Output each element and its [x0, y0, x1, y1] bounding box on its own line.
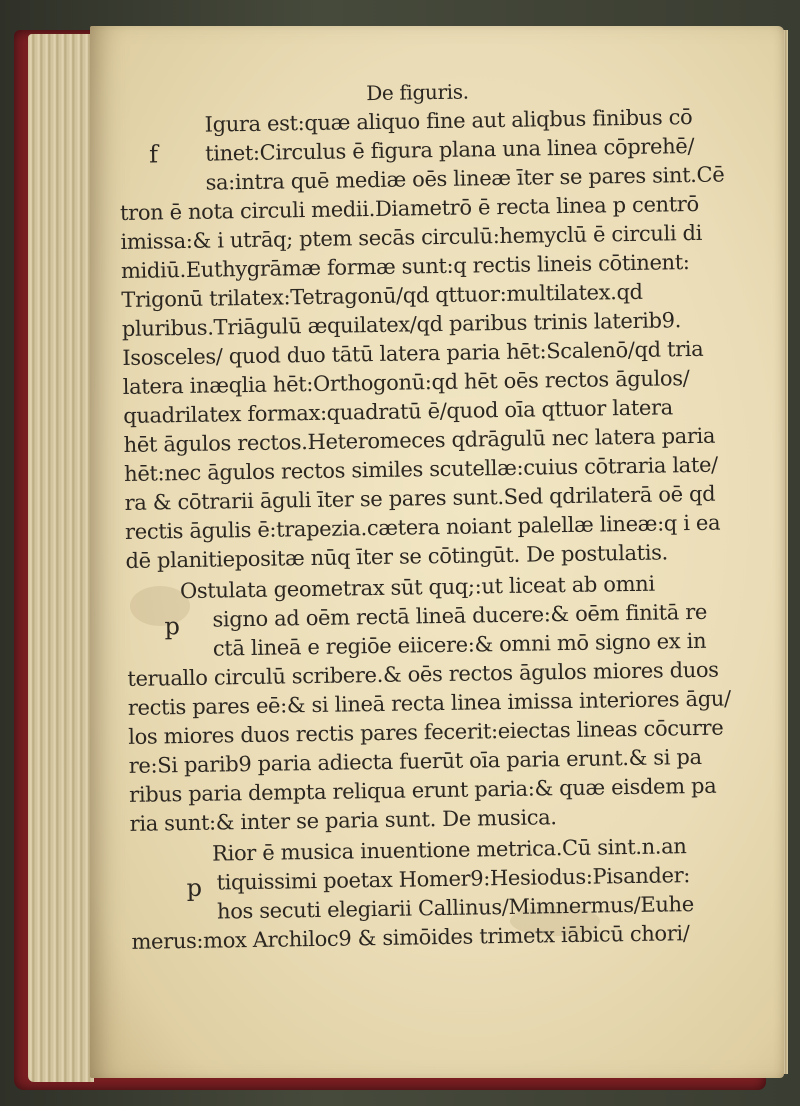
text-line: tron ē nota circuli medii.Diametrō ē recta linea p centrō: [119, 191, 699, 225]
text-line: Trigonū trilatex:Tetragonū/qd qttuor:multilatex.qd: [121, 279, 643, 312]
text-line: hos secuti elegiarii Callinus/Mimnermus/Euhe: [216, 892, 694, 924]
text-line: sa:intra quē mediæ oēs lineæ īter se pares sint.Cē: [205, 162, 725, 195]
text-line: tinet:Circulus ē figura plana una linea cōprehē/: [204, 133, 695, 166]
text-line: signo ad oēm rectā lineā ducere:& oēm finitā re: [212, 599, 708, 632]
text-line: ribus paria dempta reliqua erunt paria:& quæ eisdem pa: [129, 773, 717, 807]
text-line: rectis āgulis ē:trapezia.cætera noiant palellæ lineæ:q i ea: [124, 510, 721, 544]
text-line: teruallo circulū scribere.& oēs rectos āgulos miores duos: [127, 657, 719, 691]
text-line: hēt āgulos rectos.Heteromeces qdrāgulū nec latera paria: [123, 423, 716, 457]
text-line: quadrilatex formax:quadratū ē/quod oīa qttuor latera: [123, 395, 674, 428]
text-line: rectis pares eē:& si lineā recta linea imissa interiores āgu/: [127, 686, 731, 720]
text-line: hēt:nec āgulos rectos similes scutellæ:cuius cōtraria late/: [123, 452, 718, 486]
text-line: midiū.Euthygrāmæ formæ sunt:q rectis lineis cōtinent:: [120, 250, 690, 283]
text-line: Ostulata geometrax sūt quq;:ut liceat ab omni: [179, 571, 655, 604]
guide-letter: p: [164, 612, 180, 641]
text-line: imissa:& i utrāq; ptem secās circulū:hemyclū ē circuli di: [120, 220, 703, 254]
text-line: re:Si parib9 paria adiecta fuerūt oīa paria erunt.& si pa: [128, 744, 702, 778]
section-heading: De figuris.: [366, 79, 469, 106]
text-line: los miores duos rectis pares fecerit:eiectas lineas cōcurre: [128, 715, 724, 749]
text-line: tiquissimi poetax Homer9:Hesiodus:Pisander:: [216, 863, 691, 895]
text-line: ra & cōtrarii āguli īter se pares sunt.Sed qdrilaterā oē qd: [124, 481, 716, 515]
page-edges: [28, 34, 94, 1082]
text-line: pluribus.Triāgulū æquilatex/qd paribus trinis laterib9.: [121, 308, 682, 341]
text-line: Isosceles/ quod duo tātū latera paria hēt:Scalenō/qd tria: [122, 336, 704, 370]
text-line: merus:mox Archiloc9 & simōides trimetx iābicū chori/: [131, 921, 690, 954]
guide-letter: f: [148, 140, 158, 169]
text-line: Igura est:quæ aliquo fine aut aliqbus finibus cō: [204, 104, 693, 137]
text-line-with-heading: dē planitiepositæ nūq īter se cōtingūt. De postulatis.: [125, 540, 669, 573]
text-line: latera inæqlia hēt:Orthogonū:qd hēt oēs rectos āgulos/: [122, 366, 690, 399]
text-line-with-heading: ria sunt:& inter se paria sunt. De musica.: [129, 805, 557, 836]
guide-letter: p: [186, 873, 202, 903]
text-line: Rior ē musica inuentione metrica.Cū sint.n.an: [211, 834, 687, 866]
text-line: ctā lineā e regiōe eiicere:& omni mō signo ex in: [212, 628, 707, 661]
